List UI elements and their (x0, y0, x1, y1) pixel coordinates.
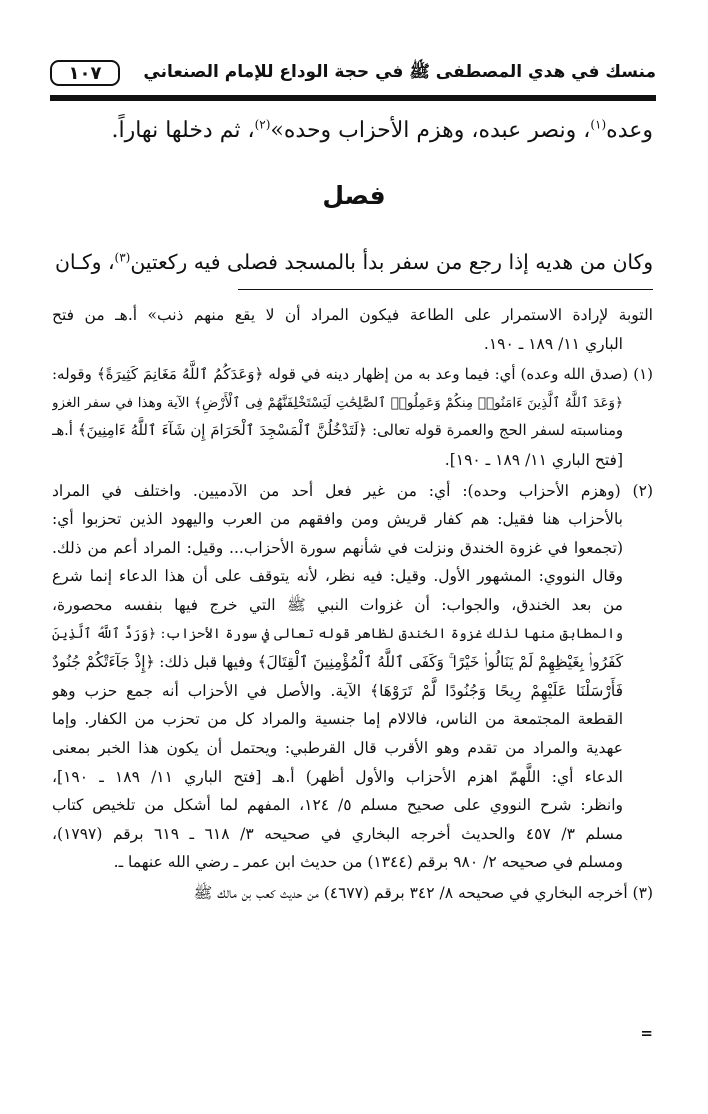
footnote-line: الباري ١١/ ١٨٩ ـ ١٩٠. (483, 334, 623, 353)
footnote-line: فَأَرْسَلْنَا عَلَيْهِمْ رِيحًا وَجُنُودًا لَّمْ تَرَوْهَا﴾ الآية. والأصل في الأحزاب أنه جمع حزب وهو (52, 681, 623, 700)
main-text-segment: ، ونصر عبده، وهزم الأحزاب وحده» (270, 118, 591, 143)
footnote-line: ومسلم في صحيحه ٢/ ٩٨٠ برقم (١٣٤٤) من حديث ابن عمر ـ رضي الله عنهما ـ. (113, 853, 623, 872)
footnote-line: التوبة لإرادة الاستمرار على الطاعة فيكون المراد أن لا يقع منهم ذنب» أ.هـ من فتح (52, 306, 653, 324)
footnote-line: (تجمعوا في غزوة الخندق ونزلت في شأنهم سورة الأحزاب... وقيل: المراد أعم من ذلك. (52, 538, 623, 557)
header-rule (50, 95, 656, 101)
page-number: ١٠٧ (50, 60, 120, 86)
footnote-line: (٢) (وهزم الأحزاب وحده): أي: من غير فعل أحد من الآدميين. واختلف في المراد (52, 481, 653, 500)
footnote-line: [فتح الباري ١١/ ١٨٩ ـ ١٩٠]. (444, 450, 623, 469)
footnote-line: من بعد الخندق، والجواب: أن غزوات النبي ﷺ التي خرج فيها بنفسه محصورة، (52, 595, 623, 614)
footnote-ref-2: (٢) (254, 117, 271, 132)
main-text-segment: وعده (606, 118, 653, 143)
continuation-mark: = (640, 1024, 653, 1042)
footnote-ref-3: (٣) (114, 250, 131, 265)
footnote-line: ومناسبته لسفر الحج والعمرة قوله تعالى: ﴿لَتَدْخُلُنَّ ٱلْمَسْجِدَ ٱلْحَرَامَ إِن شَآءَ ٱللَّهُ ءَامِنِينَ﴾ أ.هـ (52, 422, 623, 440)
main-text-segment: ، وكـان (55, 250, 115, 274)
footnote-line: والمطابق منها لذلك غزوة الخندق لظاهر قوله تعالى في سورة الأحزاب: ﴿وَرَدَّ ٱللَّهُ ٱلَّذِينَ (52, 625, 623, 642)
footnote-line: بالأحزاب هنا فقيل: هم كفار قريش ومن وافقهم من العرب واليهود الذين تحزبوا أي: (52, 510, 623, 529)
section-heading: فصل (322, 181, 386, 210)
main-text-segment: ، ثم دخلها نهاراً. (111, 118, 255, 143)
footnote-line: القطعة المجتمعة من الناس، فالالام إما جنسية والمراد كل من تحزب من الكفار. وإما (52, 710, 623, 729)
footnotes (52, 301, 653, 907)
running-title: منسك في هدي المصطفى ﷺ في حجة الوداع للإمام الصنعاني (143, 61, 656, 82)
page-header (50, 58, 656, 88)
footnote-line: وقال النووي: المشهور الأول. وقيل: فيه نظر، لأنه يتوقف على أن هذا الدعاء إنما شرع (52, 567, 623, 586)
footnote-line: كَفَرُوا۟ بِغَيْظِهِمْ لَمْ يَنَالُوا۟ خَيْرًا ۚ وَكَفَى ٱللَّهُ ٱلْمُؤْمِنِينَ ٱلْقِتَالَ﴾ وفيها قبل ذلك: ﴿إِذْ جَآءَتْكُمْ جُنُودٌ (52, 653, 623, 672)
footnote-line: عهدية والمراد من تقدم وهو الأقرب قال القرطبي: ويحتمل أن يكون هذا الخبر بمعنى (52, 738, 623, 757)
footnote-line: (٣) أخرجه البخاري في صحيحه ٨/ ٣٤٢ برقم (٤٦٧٧) من حديث كعب بن مالك ﷺ (193, 883, 653, 902)
footnote-line: الدعاء أي: اللَّهمّ اهزم الأحزاب والأول أظهر) أ.هـ [فتح الباري ١١/ ١٨٩ ـ ١٩٠]، (52, 767, 623, 786)
footnote-separator (238, 289, 653, 290)
main-text-line-1 (55, 112, 653, 150)
footnote-line: مسلم ٣/ ٤٥٧ والحديث أخرجه البخاري في صحيحه ٣/ ٦١٨ ـ ٦١٩ برقم (١٧٩٧)، (52, 824, 623, 843)
footnote-line: ﴿وَعَدَ ٱللَّهُ ٱلَّذِينَ ءَامَنُوا۟ مِنكُمْ وَعَمِلُوا۟ ٱلصَّٰلِحَٰتِ لَيَسْتَخْلِفَنَّهُمْ فِى ٱلْأَرْضِ﴾ الآية وهذا في سفر الغزو (52, 394, 623, 411)
main-text-line-2 (55, 243, 653, 281)
footnote-line: وانظر: شرح النووي على صحيح مسلم ٥/ ١٢٤، المفهم لما أشكل من تلخيص كتاب (52, 796, 624, 815)
footnote-line: (١) (صدق الله وعده) أي: فيما وعد به من إظهار دينه في قوله ﴿وَعَدَكُمُ ٱللَّهُ مَغَانِمَ كَثِيرَةً﴾ وقوله: (52, 365, 653, 384)
footnote-ref-1: (١) (590, 117, 607, 132)
main-text-segment: وكان من هديه إذا رجع من سفر بدأ بالمسجد فصلى فيه ركعتين (130, 250, 654, 274)
